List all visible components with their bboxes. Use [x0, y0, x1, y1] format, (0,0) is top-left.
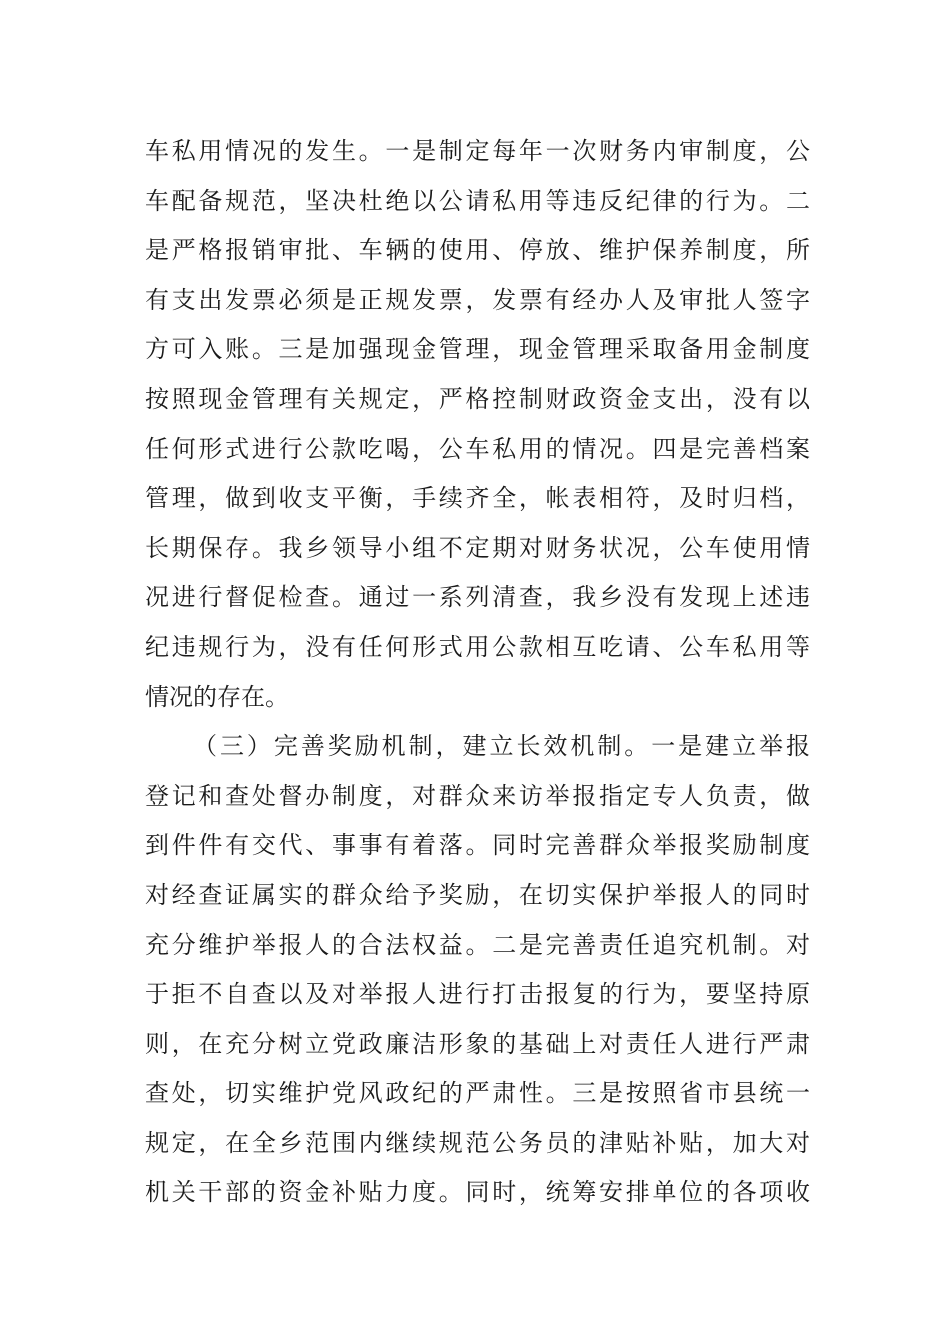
text-line: 纪违规行为，没有任何形式用公款相互吃请、公车私用等	[145, 632, 810, 661]
text-line: 长期保存。我乡领导小组不定期对财务状况，公车使用情	[145, 533, 810, 562]
text-line: 车配备规范，坚决杜绝以公请私用等违反纪律的行为。二	[145, 186, 810, 215]
text-line: 是严格报销审批、车辆的使用、停放、维护保养制度，所	[145, 236, 810, 265]
text-line: 机关干部的资金补贴力度。同时，统筹安排单位的各项收	[145, 1178, 810, 1207]
text-line: 有支出发票必须是正规发票，发票有经办人及审批人签字	[145, 285, 810, 314]
text-line: 按照现金管理有关规定，严格控制财政资金支出，没有以	[145, 384, 810, 413]
text-line: 车私用情况的发生。一是制定每年一次财务内审制度，公	[145, 137, 810, 165]
text-line: 则，在充分树立党政廉洁形象的基础上对责任人进行严肃	[145, 1029, 810, 1058]
paragraph-end-line: 情况的存在。	[145, 682, 289, 711]
text-line: 方可入账。三是加强现金管理，现金管理采取备用金制度	[145, 335, 810, 364]
text-line: 于拒不自查以及对举报人进行打击报复的行为，要坚持原	[145, 980, 810, 1009]
text-line: 规定，在全乡范围内继续规范公务员的津贴补贴，加大对	[145, 1128, 810, 1157]
text-line: 任何形式进行公款吃喝，公车私用的情况。四是完善档案	[145, 434, 810, 463]
text-line: 对经查证属实的群众给予奖励，在切实保护举报人的同时	[145, 880, 810, 909]
text-line: 到件件有交代、事事有着落。同时完善群众举报奖励制度	[145, 831, 810, 860]
text-line: 登记和查处督办制度，对群众来访举报指定专人负责，做	[145, 781, 810, 810]
text-line: 查处，切实维护党风政纪的严肃性。三是按照省市县统一	[145, 1079, 810, 1108]
text-line: 充分维护举报人的合法权益。二是完善责任追究机制。对	[145, 930, 810, 959]
text-line: 况进行督促检查。通过一系列清查，我乡没有发现上述违	[145, 583, 810, 612]
document-body	[145, 127, 810, 1218]
section-heading-line: （三）完善奖励机制，建立长效机制。一是建立举报	[193, 732, 810, 761]
text-line: 管理，做到收支平衡，手续齐全，帐表相符，及时归档，	[145, 484, 810, 513]
